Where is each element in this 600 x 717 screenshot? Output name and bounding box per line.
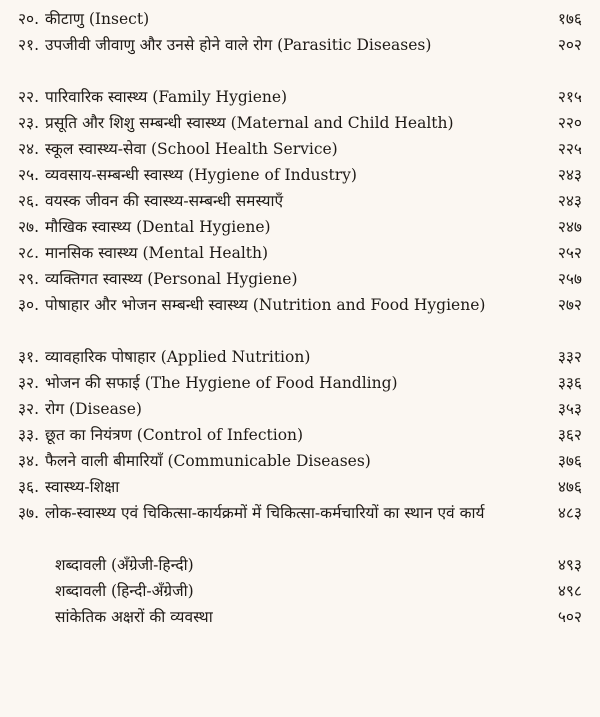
toc-entry <box>18 448 586 474</box>
toc-entry <box>18 32 586 84</box>
page-number: २०२ <box>557 36 582 54</box>
chapter-number: २८. <box>18 244 40 262</box>
chapter-number: २२. <box>18 88 40 106</box>
chapter-title: उपजीवी जीवाणु और उनसे होने वाले रोग (Parasitic Diseases) <box>45 36 432 54</box>
page-number: २४७ <box>557 218 582 236</box>
chapter-number: ३४. <box>18 452 40 470</box>
chapter-number: ३६. <box>18 478 40 496</box>
chapter-number: २३. <box>18 114 40 132</box>
chapter-title: स्वास्थ्य-शिक्षा <box>45 478 120 496</box>
chapter-number: ३१. <box>18 348 40 366</box>
chapter-title: मानसिक स्वास्थ्य (Mental Health) <box>45 244 269 262</box>
chapter-title: पोषाहार और भोजन सम्बन्धी स्वास्थ्य (Nutrition and Food Hygiene) <box>45 296 486 314</box>
chapter-number: २६. <box>18 192 40 210</box>
page-number: ३३६ <box>557 374 582 392</box>
chapter-title: व्यावहारिक पोषाहार (Applied Nutrition) <box>45 348 311 366</box>
chapter-title: मौखिक स्वास्थ्य (Dental Hygiene) <box>45 218 271 236</box>
page-number: ४७६ <box>557 478 582 496</box>
appendix-entry <box>18 604 586 630</box>
chapter-number: ३०. <box>18 296 40 314</box>
chapter-title: पारिवारिक स्वास्थ्य (Family Hygiene) <box>45 88 288 106</box>
page-number: ४९८ <box>557 582 582 600</box>
chapter-number: २४. <box>18 140 40 158</box>
page-number: २१५ <box>557 88 582 106</box>
chapter-number: ३२. <box>18 400 40 418</box>
toc-entry <box>18 110 586 136</box>
chapter-title: लोक-स्वास्थ्य एवं चिकित्सा-कार्यक्रमों में चिकित्सा-कर्मचारियों का स्थान एवं कार्य <box>45 504 485 522</box>
toc-entry <box>18 214 586 240</box>
toc-entry <box>18 188 586 214</box>
chapter-title: छूत का नियंत्रण (Control of Infection) <box>45 426 304 444</box>
chapter-number: २५. <box>18 166 40 184</box>
toc-entry <box>18 292 586 344</box>
appendix-title: सांकेतिक अक्षरों की व्यवस्था <box>55 608 213 626</box>
toc-entry <box>18 136 586 162</box>
chapter-title: प्रसूति और शिशु सम्बन्धी स्वास्थ्य (Maternal and Child Health) <box>45 114 454 132</box>
toc-entry <box>18 422 586 448</box>
page-number: ३७६ <box>557 452 582 470</box>
page-number: १७६ <box>557 10 582 28</box>
page-number: २४३ <box>557 192 582 210</box>
chapter-title: फैलने वाली बीमारियाँ (Communicable Diseases) <box>45 452 371 470</box>
chapter-title: व्यक्तिगत स्वास्थ्य (Personal Hygiene) <box>45 270 298 288</box>
chapter-title: व्यवसाय-सम्बन्धी स्वास्थ्य (Hygiene of Industry) <box>45 166 357 184</box>
chapter-number: २१. <box>18 36 40 54</box>
appendix-title: शब्दावली (हिन्दी-अँग्रेजी) <box>55 582 194 600</box>
page-number: २४३ <box>557 166 582 184</box>
toc-entry <box>18 474 586 500</box>
toc-entry <box>18 344 586 370</box>
chapter-number: २०. <box>18 10 40 28</box>
appendix-entry <box>18 552 586 578</box>
page-number: ३५३ <box>557 400 582 418</box>
toc-entry <box>18 240 586 266</box>
chapter-title: वयस्क जीवन की स्वास्थ्य-सम्बन्धी समस्याएँ <box>45 192 284 210</box>
page-number: २२५ <box>557 140 582 158</box>
page-number: २७२ <box>557 296 582 314</box>
page-number: ५०२ <box>557 608 582 626</box>
chapter-number: ३३. <box>18 426 40 444</box>
chapter-number: ३२. <box>18 374 40 392</box>
page-number: ४९३ <box>557 556 582 574</box>
toc-entry <box>18 500 586 552</box>
toc-entry <box>18 84 586 110</box>
table-of-contents <box>18 6 586 630</box>
toc-entry <box>18 162 586 188</box>
chapter-title: कीटाणु (Insect) <box>45 10 150 28</box>
toc-entry <box>18 266 586 292</box>
chapter-title: स्कूल स्वास्थ्य-सेवा (School Health Service) <box>45 140 338 158</box>
appendix-entry <box>18 578 586 604</box>
chapter-number: २९. <box>18 270 40 288</box>
page-number: ४८३ <box>557 504 582 522</box>
toc-entry <box>18 396 586 422</box>
appendix-title: शब्दावली (अँग्रेजी-हिन्दी) <box>55 556 194 574</box>
toc-entry <box>18 370 586 396</box>
page-number: २२० <box>557 114 582 132</box>
page-number: ३६२ <box>557 426 582 444</box>
chapter-number: ३७. <box>18 504 40 522</box>
chapter-title: रोग (Disease) <box>45 400 142 418</box>
chapter-number: २७. <box>18 218 40 236</box>
page-number: २५७ <box>557 270 582 288</box>
page-number: ३३२ <box>557 348 582 366</box>
chapter-title: भोजन की सफाई (The Hygiene of Food Handling) <box>45 374 398 392</box>
toc-entry <box>18 6 586 32</box>
page-number: २५२ <box>557 244 582 262</box>
